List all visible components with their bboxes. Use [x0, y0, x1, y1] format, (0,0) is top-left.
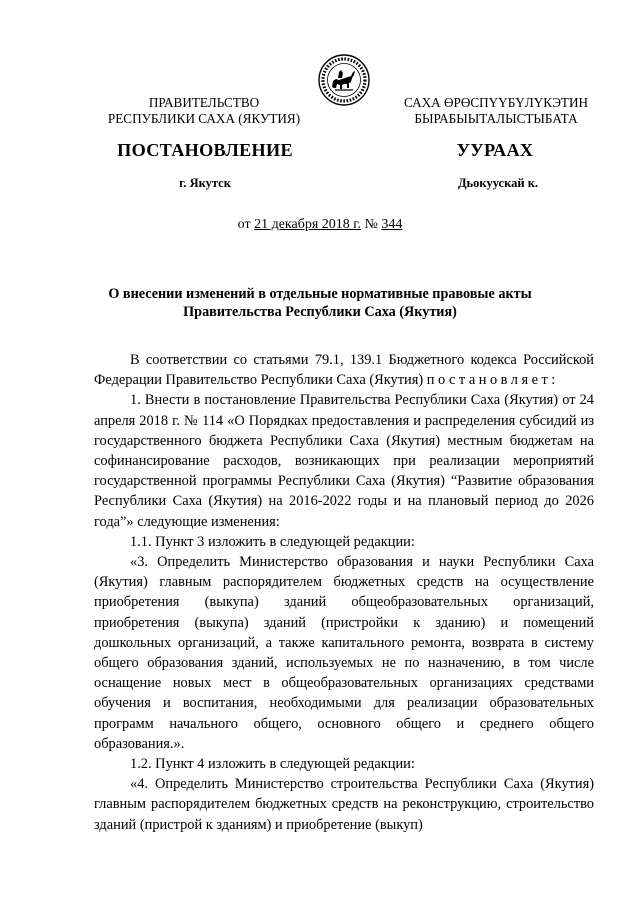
clause-3-text: «3. Определить Министерство образования и науки Республики Саха (Якутия) главным распорядителем бюджетных средств на осуществление приобретения (выкупа) зданий общеобразовательных организаций, приобретения (выкупа) зданий (пристройки к зданию) и помещений дошкольных организаций, а также капитального ремонта, возврата в систему общего образования зданий, используемых не по назначению, в том числе оснащение новых мест в общеобразовательных организациях средствами обучения и воспитания, необходимыми для реализации образовательных программ начального общего, основного общего и среднего общего образования.». — [94, 554, 594, 752]
document-date-number — [0, 217, 640, 233]
clause-4-text: «4. Определить Министерство строительства Республики Саха (Якутия) главным распорядителем бюджетных средств на реконструкцию, строительство зданий (пристрой к зданиям) и приобретение (выкуп) — [94, 776, 594, 833]
coat-of-arms-icon — [318, 54, 370, 106]
resolution-word: постановляет: — [426, 372, 559, 389]
item-1-2: 1.2. Пункт 4 изложить в следующей редакции: — [130, 756, 415, 773]
issuer-line-1-yakut: САХА ӨРӨСПҮҮБҮЛҮКЭТИН — [403, 95, 589, 110]
issuer-line-2-yakut: БЫРАБЫЫТАЛЫСТЫБАТА — [414, 111, 578, 126]
issuer-name-russian — [104, 95, 304, 127]
document-type-yakut: УУРААХ — [456, 140, 534, 160]
document-body — [94, 350, 594, 835]
date-prefix: от — [237, 217, 255, 232]
item-1: 1. Внести в постановление Правительства Республики Саха (Якутия) от 24 апреля 2018 г. № 114 «О Порядках предоставления и распределения субсидий из государственного бюджета Республики Саха (Якутия) местным бюджетам на софинансирование расходов, возникающих при реализации мероприятий государственной программы Республики Саха (Якутия) “Развитие образования Республики Саха (Якутия) на 2016-2022 годы и на плановый период до 2026 года”» следующие изменения: — [94, 392, 594, 530]
intro-paragraph — [94, 350, 594, 390]
document-type-russian: ПОСТАНОВЛЕНИЕ — [117, 140, 293, 160]
number-label: № — [360, 217, 382, 232]
document-number: 344 — [381, 217, 403, 232]
issuer-name-yakut — [398, 95, 594, 127]
issuer-line-2: РЕСПУБЛИКИ САХА (ЯКУТИЯ) — [107, 111, 301, 126]
intro-text: В соответствии со статьями 79.1, 139.1 Бюджетного кодекса Российской Федерации Правительство Республики Саха (Якутия) — [94, 352, 594, 389]
city-russian: г. Якутск — [179, 176, 231, 190]
title-line-2: Правительства Республики Саха (Якутия) — [183, 304, 457, 320]
item-1-1: 1.1. Пункт 3 изложить в следующей редакции: — [130, 533, 415, 550]
document-title — [70, 285, 570, 321]
document-date: 21 декабря 2018 г. — [254, 217, 361, 232]
title-line-1: О внесении изменений в отдельные нормативные правовые акты — [108, 286, 532, 302]
issuer-line-1: ПРАВИТЕЛЬСТВО — [148, 95, 260, 110]
city-yakut: Дьокуускай к. — [457, 176, 539, 190]
